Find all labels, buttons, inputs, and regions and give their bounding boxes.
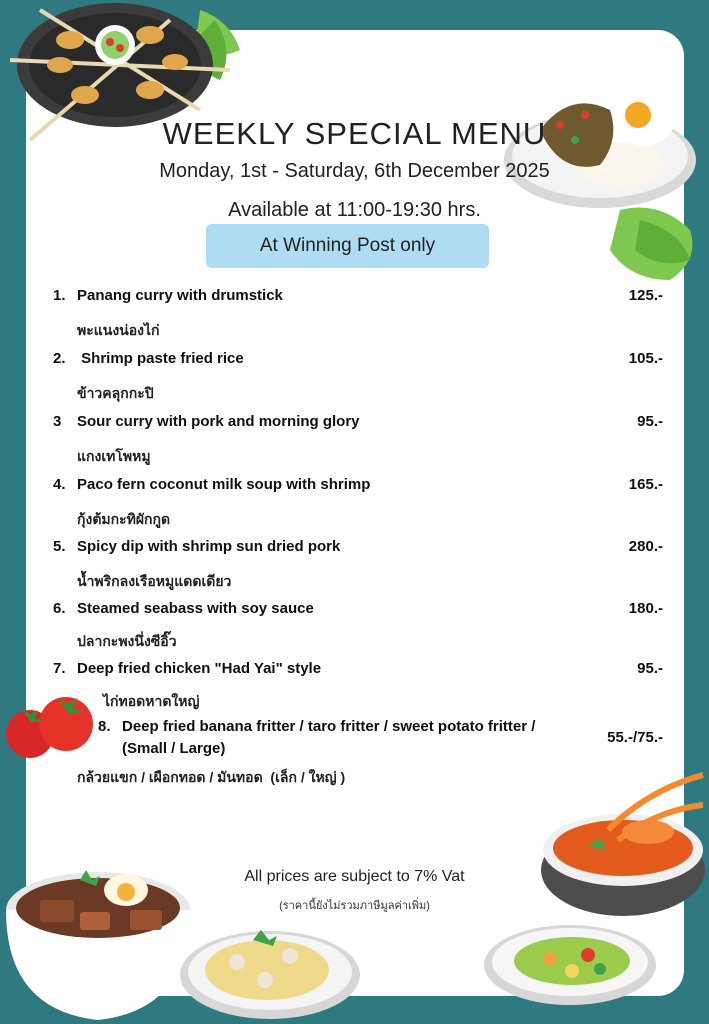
item-price: 55.-/75.- (607, 729, 663, 746)
green-curry-bowl-illustration (480, 915, 660, 1015)
item-number: 3 (53, 413, 62, 430)
item-thai-name: แกงเทโพหมู (77, 448, 151, 464)
item-number: 5. (53, 538, 66, 555)
item-price: 125.- (628, 287, 663, 304)
item-number: 8. (98, 718, 111, 735)
item-number: 4. (53, 476, 66, 493)
item-price: 95.- (637, 413, 663, 430)
item-number: 6. (53, 600, 66, 617)
item-name-line1: Deep fried banana fritter / taro fritter / sweet potato fritter / (122, 718, 536, 735)
item-name: Shrimp paste fried rice (77, 350, 244, 367)
item-name: Panang curry with drumstick (77, 287, 283, 304)
item-price: 95.- (637, 660, 663, 677)
item-thai-name: น้ำพริกลงเรือหมูแดดเดียว (77, 573, 232, 589)
item-name: Sour curry with pork and morning glory (77, 413, 360, 430)
item-price: 280.- (628, 538, 663, 555)
item-number: 2. (53, 350, 66, 367)
item-thai-name: กุ้งต้มกะทิผักกูด (77, 511, 171, 527)
item-name: Paco fern coconut milk soup with shrimp (77, 476, 371, 493)
menu-date-range: Monday, 1st - Saturday, 6th December 2025 (159, 160, 550, 182)
item-number: 1. (53, 287, 66, 304)
item-name: Spicy dip with shrimp sun dried pork (77, 538, 341, 555)
item-thai-name: ปลากะพงนึ่งซีอิ๊ว (77, 633, 177, 649)
menu-title: WEEKLY SPECIAL MENU (162, 116, 547, 151)
item-price: 105.- (628, 350, 663, 367)
item-price: 180.- (628, 600, 663, 617)
item-thai-name: ไก่ทอดหาดใหญ่ (103, 693, 200, 709)
tomato-illustration (2, 686, 102, 766)
vat-note: All prices are subject to 7% Vat (244, 868, 465, 885)
item-price: 165.- (628, 476, 663, 493)
availability-hours: Available at 11:00-19:30 hrs. (228, 199, 481, 221)
item-name: Deep fried chicken "Had Yai" style (77, 660, 322, 677)
venue-badge: At Winning Post only (206, 224, 489, 268)
fried-rice-plate-illustration (175, 920, 365, 1024)
item-name: Steamed seabass with soy sauce (77, 600, 314, 617)
item-name-line2: (Small / Large) (122, 740, 226, 757)
item-thai-name: ข้าวคลุกกะปิ (77, 385, 154, 401)
item-number: 7. (53, 660, 66, 677)
item-thai-name: กล้วยแขก / เผือกทอด / มันทอด (เล็ก / ใหญ่ ) (77, 769, 346, 785)
item-thai-name: พะแนงน่องไก่ (77, 322, 160, 338)
vat-note-thai: (ราคานี้ยังไม่รวมภาษีมูลค่าเพิ่ม) (279, 900, 430, 912)
